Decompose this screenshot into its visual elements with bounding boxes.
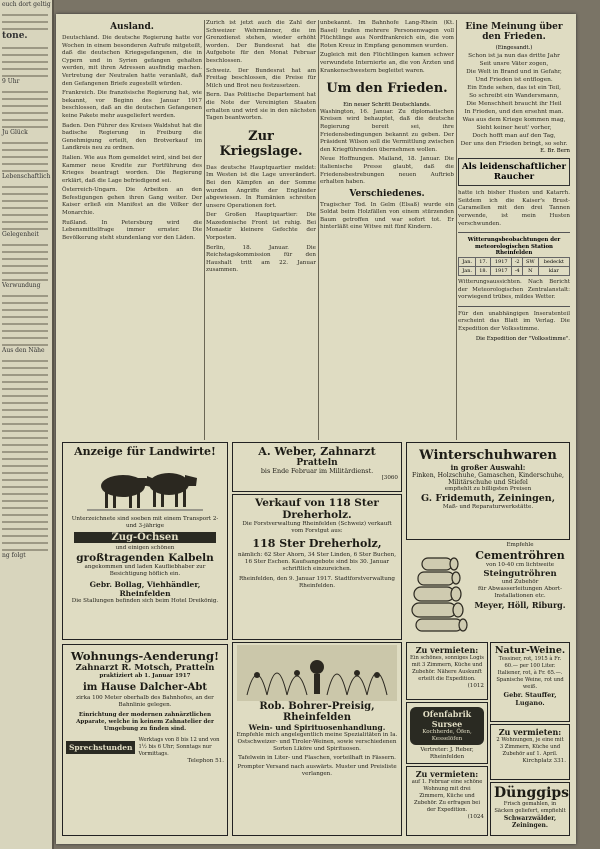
ad-highlight: großtragenden Kalbeln xyxy=(76,552,214,564)
ad-ref: (1024 xyxy=(467,814,484,820)
ad-landwirte xyxy=(62,442,228,640)
ad-phone: Telephon 51. xyxy=(187,758,224,764)
ad-zu-vermieten xyxy=(490,724,570,780)
weather-title: Witterungsbeobachtungen der meteorologischen Station Rheinfelden xyxy=(467,237,561,257)
notice: Für den unabhängigen Inseratenteil erscheint das Blatt im Verlag. Die Expedition der Volksstimme. xyxy=(458,310,570,332)
ad-ofenfabrik xyxy=(406,702,488,764)
prev-fragment: 9 Uhr xyxy=(2,78,20,85)
article-paragraph: Zurich ist jetzt auch die Zahl der Schweizer Wehrmänner, die im Grenzdienst stehen, wieder erhöht worden. Der Bundesrat hat die Aufgebote für den Monat Februar beschlossen. xyxy=(206,20,316,64)
ad-sign: Rheinfelden, den 9. Januar 1917. Stadtforstverwaltung Rheinfelden. xyxy=(238,576,396,589)
article-paragraph: Neue Hoffnungen. Mailand, 18. Januar. Die italienische Presse glaubt, daß die Friedensbestrebungen neuen Auftrieb erhalten haben. xyxy=(320,156,454,186)
article-paragraph: Rußland. In Petersburg wird die Lebensmittelfrage immer ernster. Die Bevölkerung steht stundenlang vor den Läden. xyxy=(62,219,202,241)
article-paragraph: Baden. Den Führer des Kreises Waldshut hat die badische Regierung in Freiburg die Genehmigung erteilt, den Brotverkauf im Landkreis neu zu ordnen. xyxy=(62,122,202,152)
prev-fragment: Aus den Nähe xyxy=(2,347,45,354)
ad-title: Wohnungs-Aenderung! xyxy=(70,649,220,663)
ad-firm: G. Fridemuth, Zeiningen, xyxy=(420,493,556,504)
article-paragraph: Deutschland. Die deutsche Regierung hatte vor Wochen in einem besonderen Aufrufe mitgeteilt, daß die deutschen Kriegsgefangenen, die in Cypern und in Syrien gefangen gehalten werden, mit ihren Adressen ausfindig machen. Vertretung der Neutralen hatte veranlaßt, daß den Gefangenen Briefe zugestellt würden. xyxy=(62,35,202,87)
ad-title: Cementröhren xyxy=(475,549,565,562)
ad-title: Ofenfabrik Sursee xyxy=(422,709,472,729)
ad-text: Tafelwein in Liter- und Flaschen, vorteilhaft in Fässern. xyxy=(238,755,396,761)
newspaper-page xyxy=(56,14,576,844)
pipes-illustration xyxy=(408,554,470,634)
editorial-section xyxy=(62,20,570,440)
raucher-ad xyxy=(458,158,570,186)
article-paragraph: Schweiz. Der Bundesrat hat am Freitag beschlossen, die Preise für Milch und Brot neu festzusetzen. xyxy=(206,67,316,89)
heading-ausland: Ausland. xyxy=(110,22,154,32)
ad-text: Ein schönes, sonniges Logis mit 3 Zimmern, Küche und Zubehör. Nähere Auskunft erteilt die Expedition. xyxy=(410,655,484,682)
ad-text: und Zubehör xyxy=(501,579,539,585)
ad-wohnungs-aenderung xyxy=(62,644,228,836)
article-paragraph: unbekannt. Im Bahnhofe Lang-Rhein (Kt. Basel) trafen mehrere Personenwagen voll Flüchtlinge aus Nordfrankreich ein, die vom Roten Kreuz in Empfang genommen wurden. xyxy=(320,20,454,49)
ad-bohrer-preisig xyxy=(232,642,402,836)
ad-ref: Kirchplatz 331. xyxy=(522,758,566,764)
ad-holzverkauf xyxy=(232,494,402,640)
ad-text: Unterzeichnete sind soeben mit einem Transport 2- und 3-jährige xyxy=(71,516,219,529)
column-meinung xyxy=(458,20,570,440)
ad-text: bis Ende Februar im Militärdienst. xyxy=(260,467,374,475)
prev-fragment: Ju Glück xyxy=(2,129,28,136)
ad-text: nämlich: 62 Ster Ahorn, 34 Ster Linden, 6 Ster Buchen, 16 Ster Eschen. Kaufsangebote sind bis 30. Januar schriftlich einzureichen. xyxy=(237,552,396,572)
poem: Schon ist ja nun das dritte Jahr Seit unsre Väter zogen, Die Welt in Brand und in Gefahr, Und Frieden ist entflogen. Ein Ende sehen, das ist ein Teil, So schreibt ein Wandersmann, Die Menschheit braucht ihr Heil In Frieden, und den ersehnt man. Was aus dem Kriege kommen mag, Sieht keiner heut' vorher, Doch hofft man auf den Tag, Der uns den Frieden bringt, so sehr. xyxy=(460,52,568,147)
signature: E. Br. Bern xyxy=(540,147,570,154)
ad-text: und einigen schönen xyxy=(115,545,175,551)
ad-firm: Schwarzwälder, Zeiningen. xyxy=(503,815,557,829)
heading-meinung: Eine Meinung über den Frieden. xyxy=(465,22,563,42)
ad-text: empfiehlt zu billigsten Preisen xyxy=(444,486,532,492)
cattle-illustration xyxy=(85,460,205,514)
ad-title: Anzeige für Landwirte! xyxy=(74,445,216,458)
weather-note: Witterungsaussichten. Nach Bericht der Meteorologischen Zentralanstalt: vorwiegend trübes, mildes Wetter. xyxy=(458,278,570,301)
prev-fragment: ng folgt xyxy=(2,552,26,559)
article-paragraph: Tragischer Tod. In Gelm (Elsaß) wurde ein Soldat beim Holzfällen von einem stürzenden Baum getroffen und war sofort tot. Er hinterläßt eine Witwe mit fünf Kindern. xyxy=(320,201,454,231)
previous-page-edge xyxy=(0,0,54,849)
ad-title: Dünggips xyxy=(494,785,570,801)
ad-text: Finken, Holzschuhe, Gamaschen, Kinderschuhe, Militärschuhe und Stiefel xyxy=(412,472,564,486)
prev-fragment: euch dort geltig xyxy=(2,1,51,8)
ad-title: Rob. Bohrer-Preisig, Rheinfelden xyxy=(259,701,375,723)
article-paragraph: Italien. Wie aus Rom gemeldet wird, sind bei der Kammer neue Kredite zur Fortführung des Krieges beantragt worden. Die Regierung erklärt, daß die Lage befriedigend sei. xyxy=(62,154,202,184)
ad-duenggips xyxy=(490,782,570,836)
ad-text: 2 Wohnungen, je eine mit 3 Zimmern, Küche und Zubehör auf 1. April. xyxy=(496,737,564,757)
article-paragraph: Washington, 16. Januar. Zu diplomatischen Kreisen wird behauptet, daß die deutsche Regierung bereit sei, ihre Friedensbedingungen bekannt zu geben. Der Präsident Wilson soll die Vermittlung zwischen den Kriegführenden übernehmen wollen. xyxy=(320,108,454,153)
column-frieden xyxy=(320,20,454,440)
ad-text: auf 1. Februar eine schöne Wohnung mit drei Zimmern, Küche und Zubehör. Zu erfragen bei der Expedition. xyxy=(411,779,483,813)
expedition: Die Expedition der "Volksstimme". xyxy=(475,335,570,342)
ad-zu-vermieten xyxy=(406,642,488,700)
vineyard-illustration xyxy=(237,645,397,701)
subheading: Ein neuer Schritt Deutschlands. xyxy=(343,102,431,109)
ad-title: Winterschuhwaren xyxy=(419,448,557,463)
article-paragraph: Frankreich. Die französische Regierung hat, wie bekannt, vor Beginn des Januar 1917 beschlossen, daß an die deutschen Gefangenen keine Pakete mehr ausgeliefert werden. xyxy=(62,90,202,119)
ad-title: A. Weber, Zahnarzt xyxy=(258,445,376,458)
ad-highlight: im Hause Dalcher-Abt xyxy=(83,682,207,693)
ad-text: praktiziert ab 1. Januar 1917 xyxy=(99,673,191,679)
ad-title: Zu vermieten: xyxy=(498,727,562,737)
ad-text: Tessiner, rot, 1915 à Fr. 60.— per 100 Liter. Italiener, rot, à Fr. 65.—. Spanische Weine, rot und weiß. xyxy=(496,656,564,690)
raucher-heading: Als leidenschaftlicher Raucher xyxy=(462,162,566,183)
ad-subtitle: Wein- und Spirituosenhandlung. xyxy=(248,723,386,732)
article-paragraph: Das deutsche Hauptquartier meldet: Im Westen ist die Lage unverändert. Bei den Kämpfen an der Somme wurden Angriffe der Engländer abgewiesen. In Rumänien schreiten unsere Operationen fort. xyxy=(206,164,316,209)
ad-subtitle: Kochherde, Öfen, Kesselöfen xyxy=(422,729,472,742)
ad-weber xyxy=(232,442,402,492)
prev-fragment: Lebenschaftlich xyxy=(2,173,51,180)
subheading: (Eingesandt.) xyxy=(495,45,533,51)
prev-fragment: tone. xyxy=(2,31,28,41)
article-paragraph: Berlin, 18. Januar. Die Reichstagskommission für den Haushalt tritt am 22. Januar zusammen. xyxy=(206,244,316,274)
ad-title: Zu vermieten: xyxy=(415,769,479,779)
ad-ref: [3060 xyxy=(381,475,398,481)
ad-zu-vermieten xyxy=(406,766,488,836)
ad-text: Empfehle xyxy=(506,542,534,548)
table-row: Jan. 17. 1917 -2 SW bedeckt xyxy=(459,257,570,266)
ad-winterschuhwaren xyxy=(406,442,570,540)
hours-text: Werktags von 8 bis 12 und von 1½ bis 6 Uhr; Sonntags nur Vormittags. xyxy=(138,737,220,757)
heading-um-den-frieden: Um den Frieden. xyxy=(326,81,448,97)
column-kriegslage xyxy=(206,20,316,440)
article-paragraph: Zugleich mit den Flüchtlingen kamen schwer verwundete Internierte an, die von Ärzten und Krankenschwestern begleitet waren. xyxy=(320,52,454,74)
ad-title: Natur-Weine. xyxy=(494,645,566,656)
article-paragraph: Der Großen Hauptquartier: Die Mazedonische Front ist ruhig. Bei Monastir kleinere Gefechte der Vorposten. xyxy=(206,212,316,242)
ad-text: für Abwasserleitungen Abort-Installationen etc. xyxy=(477,586,562,599)
ad-text: zirka 100 Meter oberhalb des Bahnhofes, an der Bahnlinie gelegen. xyxy=(76,695,214,708)
ad-note: Die Stallungen befinden sich beim Hotel Dreikönig. xyxy=(71,598,219,604)
table-row: Jan. 18. 1917 -4 N klar xyxy=(459,266,570,275)
raucher-text: hatte ich bisher Husten und Katarrh. Seitdem ich die Kaiser's Brust-Caramellen mit den drei Tannen verwende, ist mein Husten verschwunden. xyxy=(458,190,570,227)
ad-subtitle: in großer Auswahl: xyxy=(450,463,526,472)
ad-ref: (1012 xyxy=(467,683,484,689)
ad-firm: Gebr. Bollag, Viehhändler, Rheinfelden xyxy=(89,580,201,598)
ad-firm: Gebr. Stauffer, Lugano. xyxy=(503,691,557,707)
ad-title: Verkauf von 118 Ster Dreherholz. xyxy=(255,497,379,521)
ad-cementroehren xyxy=(406,542,570,640)
prev-fragment: Gelegenheit xyxy=(2,231,39,238)
ad-place: Pratteln xyxy=(296,458,338,468)
ad-firm: Meyer, Höll, Riburg. xyxy=(474,600,566,610)
weather-table xyxy=(458,257,570,276)
ad-note: Prompter Versand nach auswärts. Muster und Preisliste verlangen. xyxy=(237,764,397,777)
ad-item: Steingutröhren xyxy=(483,569,557,579)
heading-kriegslage: Zur Kriegslage. xyxy=(219,128,303,159)
ad-text: Frisch gemahlen, in Säcken geliefert, empfiehlt xyxy=(494,801,566,814)
article-paragraph: Österreich-Ungarn. Die Arbeiten an den Befestigungen gehen ihren Gang weiter. Der Kaiser erließ ein Manifest an die Völker der Monarchie. xyxy=(62,187,202,217)
ad-band: Zug-Ochsen xyxy=(74,532,216,543)
ad-text: Vertreter: J. Reber, Rheinfelden xyxy=(420,747,474,760)
prev-fragment: Verwundung xyxy=(2,282,41,289)
ad-natur-weine xyxy=(490,642,570,722)
ad-text: angekommen und laden Kaufliebhaber zur Besichtigung höflich ein. xyxy=(84,564,206,577)
column-ausland xyxy=(62,20,202,440)
ad-text: Empfehle mich angelegentlich meine Spezialitäten in Ia. Ostschweizer- und Tiroler-Weinen, sowie verschiedenen Sorten Liköre und Spirituosen. xyxy=(236,732,398,752)
hours-label: Sprechstunden xyxy=(66,741,135,754)
ad-text: Einrichtung der modernen zahnärztlichen Apparate, welche in keinem Zahnatelier der Umgebung zu finden sind. xyxy=(76,712,214,732)
heading-verschiedenes: Verschiedenes. xyxy=(349,188,425,199)
ad-text: Die Forstverwaltung Rheinfelden (Schweiz) verkauft vom Forstgut aus: xyxy=(242,521,392,534)
ad-text: Maß- und Reparaturwerkstätte. xyxy=(442,504,534,510)
advertisement-section xyxy=(62,442,570,838)
ad-text: von 10-40 cm lichtweite xyxy=(485,562,555,568)
article-paragraph: Bern. Das Politische Departement hat die Note der Vereinigten Staaten erhalten und wird sie in den nächsten Tagen beantworten. xyxy=(206,92,316,122)
ad-highlight: 118 Ster Dreherholz, xyxy=(252,537,382,550)
ad-title: Zu vermieten: xyxy=(415,645,479,655)
ad-name: Zahnarzt R. Motsch, Pratteln xyxy=(75,663,215,673)
